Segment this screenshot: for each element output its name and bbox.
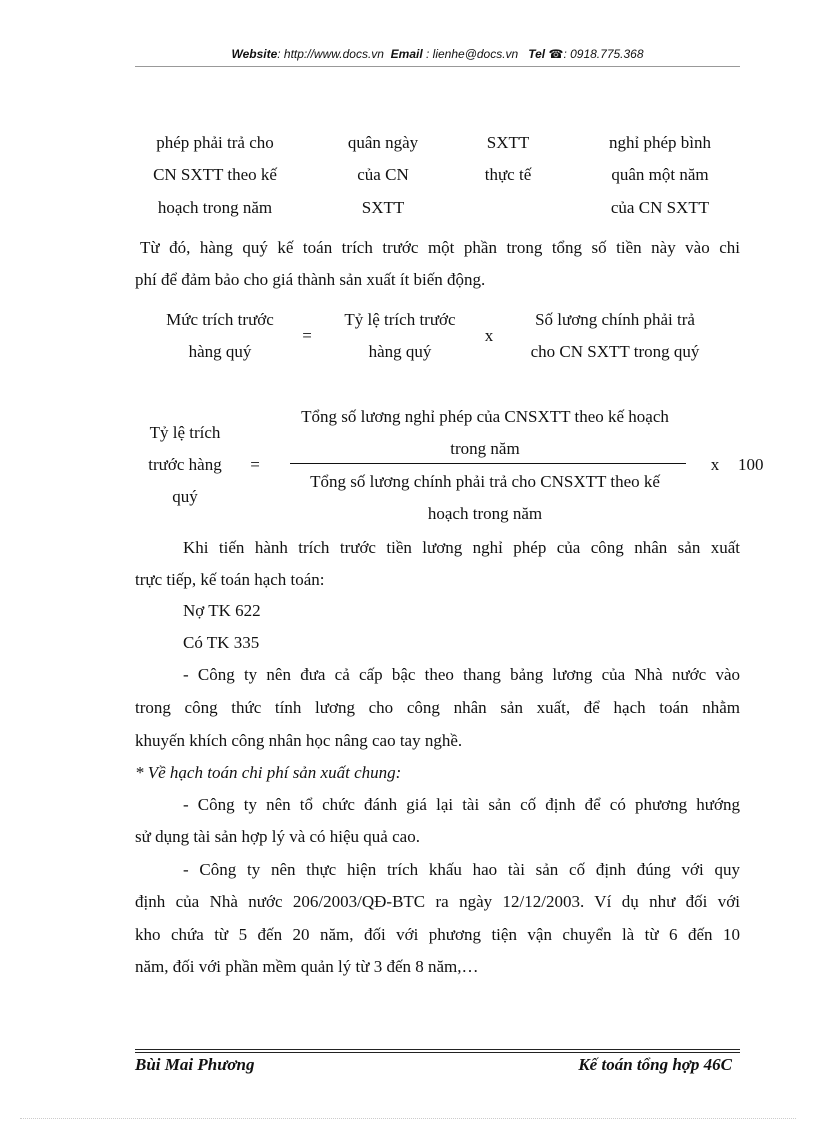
formula-term: Số lương chính phải trả: [535, 310, 695, 329]
table-cell: CN SXTT theo kế: [153, 165, 277, 184]
website-value: : http://www.docs.vn: [277, 47, 384, 61]
footer-rule: [135, 1049, 740, 1050]
multiply-sign: x: [484, 326, 494, 345]
formula-lhs: trước hàng: [148, 455, 222, 474]
email-label: Email: [390, 47, 423, 61]
formula-lhs: hàng quý: [188, 342, 252, 361]
paragraph-line: năm, đối với phần mềm quản lý từ 3 đến 8 năm,…: [135, 957, 479, 976]
paragraph-line: - Công ty nên tổ chức đánh giá lại tài sản cố định để có phương hướng: [183, 795, 740, 814]
website-label: Website: [231, 47, 278, 61]
denominator: Tổng số lương chính phải trả cho CNSXTT theo kế: [310, 472, 660, 491]
table-cell: của CN: [357, 165, 409, 184]
formula-term: Tỷ lệ trích trước: [344, 310, 456, 329]
table-cell: nghỉ phép bình: [609, 133, 711, 152]
paragraph-line: kho chứa từ 5 đến 20 năm, đối với phương tiện vận chuyển là từ 6 đến 10: [135, 925, 740, 944]
page-header: [135, 47, 740, 61]
table-cell: phép phải trả cho: [156, 133, 274, 152]
paragraph-line: định của Nhà nước 206/2003/QĐ-BTC ra ngày 12/12/2003. Ví dụ như đối với: [135, 892, 740, 911]
formula-term: cho CN SXTT trong quý: [530, 342, 700, 361]
paragraph-line: Khi tiến hành trích trước tiền lương nghỉ phép của công nhân sản xuất: [183, 538, 740, 557]
footer-author: Bùi Mai Phương: [135, 1055, 255, 1074]
table-cell: SXTT: [361, 198, 405, 217]
formula-lhs: quý: [172, 487, 198, 506]
factor-100: 100: [738, 455, 764, 474]
fraction-bar: [290, 463, 686, 464]
formula-term: hàng quý: [368, 342, 432, 361]
equals-sign: =: [250, 455, 260, 474]
journal-credit: Có TK 335: [183, 633, 260, 652]
email-value: : lienhe@docs.vn: [426, 47, 519, 61]
section-heading: * Về hạch toán chi phí sản xuất chung:: [135, 763, 402, 782]
paragraph-line: - Công ty nên đưa cả cấp bậc theo thang bảng lương của Nhà nước vào: [183, 665, 740, 684]
table-cell: thực tế: [484, 165, 532, 184]
tel-value: ☎: 0918.775.368: [548, 47, 644, 61]
paragraph-line: - Công ty nên thực hiện trích khấu hao tài sản cố định đúng với quy: [183, 860, 740, 879]
formula-lhs: Tỷ lệ trích: [149, 423, 221, 442]
table-cell: quân ngày: [347, 133, 419, 152]
numerator: Tổng số lương nghỉ phép của CNSXTT theo kế hoạch: [301, 407, 669, 426]
table-cell: của CN SXTT: [610, 198, 710, 217]
formula-lhs: Mức trích trước: [166, 310, 274, 329]
equals-sign: =: [302, 326, 312, 345]
paragraph-line: trực tiếp, kế toán hạch toán:: [135, 570, 325, 589]
page-bottom-dots: [20, 1118, 796, 1119]
paragraph-line: trong công thức tính lương cho công nhân sản xuất, để hạch toán nhằm: [135, 698, 740, 717]
header-rule: [135, 66, 740, 67]
paragraph-line: Từ đó, hàng quý kế toán trích trước một phần trong tổng số tiền này vào chi: [140, 238, 740, 257]
paragraph-line: sử dụng tài sản hợp lý và có hiệu quả cao.: [135, 827, 420, 846]
denominator: hoạch trong năm: [427, 504, 543, 523]
paragraph-line: khuyến khích công nhân học nâng cao tay nghề.: [135, 731, 463, 750]
paragraph-line: phí để đảm bảo cho giá thành sản xuất ít biến động.: [135, 270, 486, 289]
journal-debit: Nợ TK 622: [183, 601, 261, 620]
footer-rule: [135, 1052, 740, 1053]
multiply-sign: x: [710, 455, 720, 474]
numerator: trong năm: [450, 439, 520, 458]
footer-class: Kế toán tổng hợp 46C: [578, 1055, 732, 1074]
tel-label: Tel: [528, 47, 546, 61]
table-cell: SXTT: [486, 133, 530, 152]
table-cell: hoạch trong năm: [157, 198, 273, 217]
table-cell: quân một năm: [611, 165, 709, 184]
